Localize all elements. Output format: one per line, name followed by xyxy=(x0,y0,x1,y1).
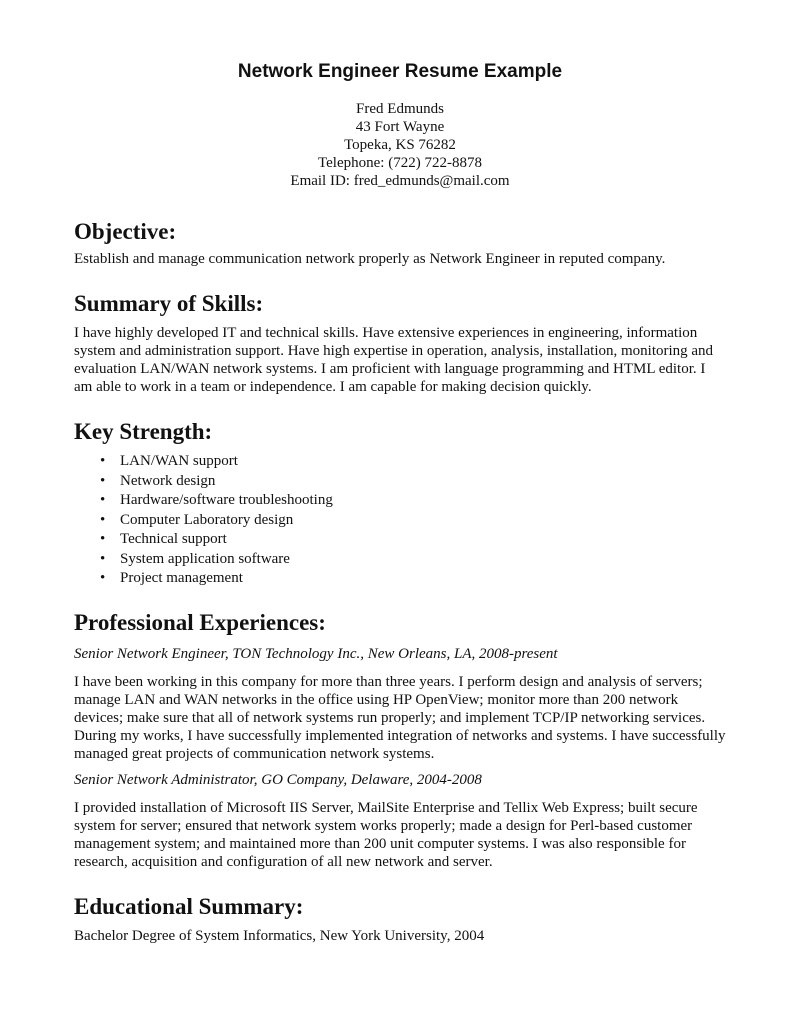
experience-section xyxy=(74,609,726,871)
list-item: • Computer Laboratory design xyxy=(100,511,726,531)
contact-telephone: Telephone: (722) 722-8878 xyxy=(318,155,482,171)
skills-section xyxy=(74,290,726,396)
education-heading: Educational Summary: xyxy=(74,893,304,919)
list-item: • LAN/WAN support xyxy=(100,452,726,472)
skills-text: I have highly developed IT and technical skills. Have extensive experiences in engineering, information system and administration support. Have high expertise in operation, analysis, installation, monitoring and evaluation LAN/WAN network systems. I am proficient with language programming and HTML editor. I am able to work in a team or independence. I am capable for making decision quickly. xyxy=(74,325,714,395)
contact-address-line1: 43 Fort Wayne xyxy=(355,119,445,135)
job-title-1: Senior Network Engineer, TON Technology Inc., New Orleans, LA, 2008-present xyxy=(74,645,558,662)
list-item: • System application software xyxy=(100,550,726,570)
experience-heading: Professional Experiences: xyxy=(74,609,326,635)
contact-email: Email ID: fred_edmunds@mail.com xyxy=(290,173,510,189)
skills-heading: Summary of Skills: xyxy=(74,291,264,316)
objective-heading: Objective: xyxy=(74,219,177,244)
list-item: • Project management xyxy=(100,569,726,589)
list-item: • Network design xyxy=(100,472,726,492)
job-title-2: Senior Network Administrator, GO Company, Delaware, 2004-2008 xyxy=(74,771,482,788)
objective-text: Establish and manage communication network properly as Network Engineer in reputed company. xyxy=(74,251,666,267)
job-description-1: I have been working in this company for more than three years. I perform design and analysis of servers; manage LAN and WAN networks in the office using HP OpenView; monitor more than 200 network devices; make sure that all of network systems run properly; and implement TCP/IP networking services. During my works, I have successfully implemented integration of networks and systems. I have successfully managed great projects of communication network systems. xyxy=(74,673,726,762)
contact-block xyxy=(74,100,726,190)
list-item: • Technical support xyxy=(100,530,726,550)
objective-section xyxy=(74,218,726,268)
education-text: Bachelor Degree of System Informatics, New York University, 2004 xyxy=(74,927,485,944)
list-item: • Hardware/software troubleshooting xyxy=(100,491,726,511)
job-description-2: I provided installation of Microsoft IIS Server, MailSite Enterprise and Tellix Web Express; built secure system for server; ensured that network system works properly; made a design for Perl-based customer management system; and maintained more than 200 unit computer systems. I was also responsible for research, acquisition and configuration of all new network and server. xyxy=(74,799,698,870)
strength-section xyxy=(74,418,726,589)
education-section xyxy=(74,893,726,945)
strength-list xyxy=(74,452,726,589)
contact-name: Fred Edmunds xyxy=(356,101,444,117)
contact-address-line2: Topeka, KS 76282 xyxy=(344,137,456,153)
document-title: Network Engineer Resume Example xyxy=(237,61,563,82)
strength-heading: Key Strength: xyxy=(74,419,213,444)
